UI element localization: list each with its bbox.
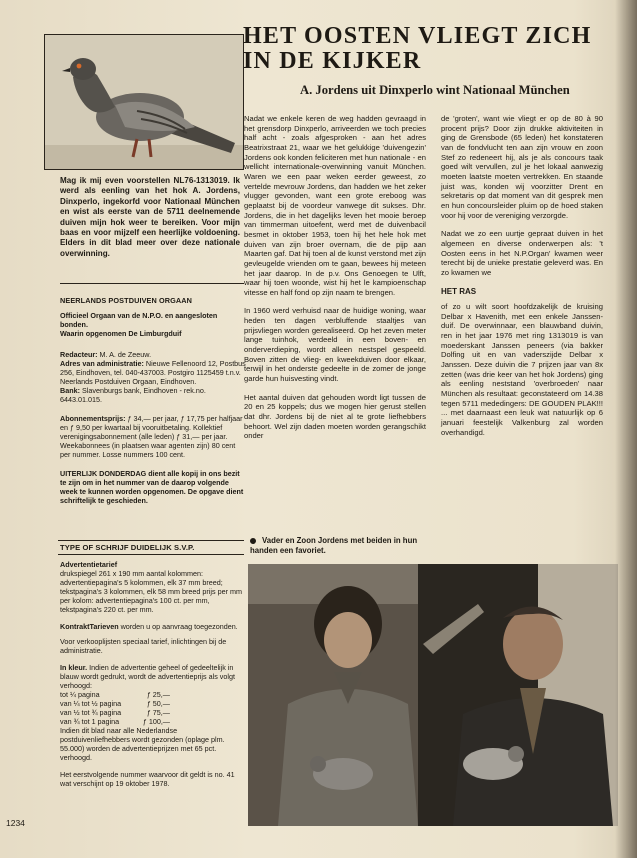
paragraph: de 'groten', want wie vliegt er op de 80 à 90 procent prijs? Door zijn drukke aktiviteiten in ging de Grensbode (65 leden) het konstateren van de fondvlucht ten aan zijn vrouw en zoon Stef zo redeneert hij, als je als concours taak goed wilt vervullen, zul je het lokaal aanwezig moeten laatste moeten vertrekken. En staande juist was, konden wij voorzitter Drent en sekretaris op dat moment van dit gesprek men en hun concoursleider pluim op de hoed staken voor hij voor de vereniging verzorgde. — [441, 114, 603, 220]
headline-line-1: HET OOSTEN VLIEGT ZICH — [243, 23, 592, 49]
page-edge-shadow — [615, 0, 637, 858]
org-title: NEERLANDS POSTDUIVEN ORGAAN — [60, 296, 193, 305]
deadline-notice: UITERLIJK DONDERDAG dient alle kopij in ons bezit te zijn om in het nummer van de daarop volgende week te kunnen worden opgenomen. De opgave dient schriftelijk te geschieden. — [60, 469, 244, 505]
table-row: van ¼ tot ½ pagina ƒ 50,— — [60, 699, 170, 708]
photo-caption: Vader en Zoon Jordens met beiden in hun handen een favoriet. — [250, 536, 418, 555]
sales-lists-line: Voor verkooplijsten speciaal tarief, inlichtingen bij de administratie. — [60, 637, 227, 655]
section-heading: HET RAS — [441, 286, 477, 296]
adv-title: Advertentietarief — [60, 560, 118, 569]
article-headline — [243, 24, 637, 74]
colour-line: In kleur. Indien de advertentie geheel of gedeeltelijk in blauw wordt gedrukt, wordt de advertentieprijs als volgt verhoogd: — [60, 663, 235, 690]
headline-line-2: IN DE KIJKER — [243, 48, 422, 74]
editor-line: Redacteur: M. A. de Zeeuw. — [60, 350, 152, 359]
pigeon-intro-text: Mag ik mij even voorstellen NL76-1313019. Ik werd als eenling van het hok A. Jordens, Dinxperlo, ingekorfd voor Nationaal München en wist als eerste van de 5711 deelnemende duiven mijn hok weer te bereiken. Voor mijn baas en voor mijzelf een heerlijke voldoening. Elders in dit blad meer over deze nationale overwinning. — [60, 176, 240, 258]
father-son-illustration — [248, 564, 618, 826]
paragraph: Het aantal duiven dat gehouden wordt ligt tussen de 20 en 25 koppels; dus we mogen hier gerust stellen dat dhr. Jordens bij de niet al te grote liefhebbers behoort. Wel zijn daden moeten worden gerangschikt onder — [244, 392, 426, 441]
paragraph: Nadat we zo een uurtje gepraat duiven in het algemeen en diverse onderwerpen als: 't Oosten eens in het N.P.Organ' kwamen weer terecht bij de unieke prestatie geleverd was. En zo kwamen we — [441, 229, 603, 277]
paragraph: of zo u wilt soort hoofdzakelijk de kruising Delbar x Havenith, met een enkele Janssen-duif. De overwinnaar, een blauwband duivin, ren in het jaar 1976 met ring 1313019 is van moederskant Janssen peneers (via bakker Dolfing uit en van vaderszijde Delbar x Janssen. Deze duivin die 7 prijzen jaar van 8x zetten (was drie keer van het hok Jordens) ging als eenling neststand 'overbroeden' naar München als resultaat: geconstateerd om 14.38 tegen 5711 mededingers: DE GOUDEN PLAK!!! ... met daarnaast een leuk wat natuurlijk op 6 januari feestelijk Valkenburg zal worden overhandigd. — [441, 302, 603, 437]
bullet-icon — [250, 538, 256, 544]
divider — [58, 540, 244, 541]
article-column-2 — [441, 114, 603, 446]
type-notice: TYPE OF SCHRIJF DUIDELIJK S.V.P. — [60, 543, 195, 552]
article-column-1 — [244, 114, 426, 450]
post-prices-text: Indien dit blad naar alle Nederlandse postduivenliefhebbers wordt gezonden (oplage plm. 55.000) worden de advertentieprijzen met 65 pct. verhoogd. — [60, 726, 225, 762]
org-text-1: Officieel Orgaan van de N.P.O. en aangesloten bonden. — [60, 311, 218, 329]
colour-price-table — [60, 690, 170, 726]
pigeon-photo — [44, 34, 244, 170]
adv-text: drukspiegel 261 x 190 mm aantal kolommen: advertentiepagina's 5 kolommen, elk 37 mm breed; tekstpagina's 3 kolommen, elk 58 mm breed prijs per mm per kolom: advertentiepagina's 100 ct. per mm, tekstpagina's 220 ct. per mm. — [60, 569, 242, 614]
page-number: 1234 — [6, 818, 25, 828]
address-line: Adres van administratie: Nieuwe Fellenoord 12, Postbus 256, Eindhoven, tel. 040-437003. Postgiro 1125459 t.n.v. Neerlands Postduiven Orgaan, Eindhoven. — [60, 359, 246, 386]
publisher-info — [60, 296, 246, 505]
paragraph: Nadat we enkele keren de weg hadden gevraagd in het grensdorp Dinxperlo, arriveerden we toch precies half acht - zoals afgesproken - aan het adres Beatrixstraat 21, waar we het gelukkige 'duivengezin' Jordens ook konden feliciteren met hun nationale - en wellicht internationale-overwinning vanuit München. Waren we een paar weken eerder geweest, zo vertelde mevrouw Jordens, dan hadden we het zeker vlugger gevonden, want een grote ereboog was geplaatst bij de voordeur vanwege dit sukses. Dhr. Jordens, die in het dagelijks leven het mooie beroep van timmerman uitoefent, werd met de duivenbacil besmet in oktober 1953, toen hij het hele hok met duiven van zijn broer overnam, die de pijp aan Maarten gaf. Dat hij toen al de kunst verstond met zijn gevleugelde vrienden om te gaan, bewees hij meteen het jaar daarop. In de p.v. Ons Genoegen te Ulft, waar hij toen woonde, wist hij het le kampioenschap vitesse en half fond op zijn naam te brengen. — [244, 114, 426, 297]
advertising-rates — [60, 560, 246, 788]
org-text-2: Waarin opgenomen De Limburgduif — [60, 329, 182, 338]
subscription-line: Abonnementsprijs: ƒ 34,— per jaar, ƒ 17,75 per halfjaar en ƒ 9,50 per kwartaal bij vooruitbetaling. Kollektief verenigingsabonnement (alle leden) ƒ 31,— per jaar. Weekabonnees (in plaatsen waar agenten zijn) 80 cent per nummer. Losse nummers 100 cent. — [60, 414, 243, 459]
bank-line: Bank: Slavenburgs bank, Eindhoven - rek.no. 6443.01.015. — [60, 386, 206, 404]
article-subtitle: A. Jordens uit Dinxperlo wint Nationaal München — [300, 83, 570, 97]
first-issue-text: Het eerstvolgende nummer waarvoor dit geldt is no. 41 wat verschijnt op 19 oktober 1978. — [60, 770, 235, 788]
paragraph: In 1960 werd verhuisd naar de huidige woning, waar heden ten dagen verbluffende staaltjes van prijsvliegen worden gerealiseerd. Op het zeven meter lange tuinhok, verdeeld in een boven- en onderverdieping, wordt alleen nestspel gespeeld. Boven zitten de vlieg- en kweekduiven door elkaar, terwijl in het onderste gedeelte in de zomer de jonge garde hun huisvesting vindt. — [244, 306, 426, 384]
contract-line: KontraktTarieven worden u op aanvraag toegezonden. — [60, 622, 238, 631]
table-row: van ½ tot ¾ pagina ƒ 75,— — [60, 708, 170, 717]
table-row: tot ¼ pagina ƒ 25,— — [60, 690, 170, 699]
father-son-photo — [248, 564, 618, 826]
divider — [58, 554, 244, 555]
divider — [60, 283, 244, 284]
table-row: van ¾ tot 1 pagina ƒ 100,— — [60, 717, 170, 726]
pigeon-illustration — [45, 35, 243, 169]
